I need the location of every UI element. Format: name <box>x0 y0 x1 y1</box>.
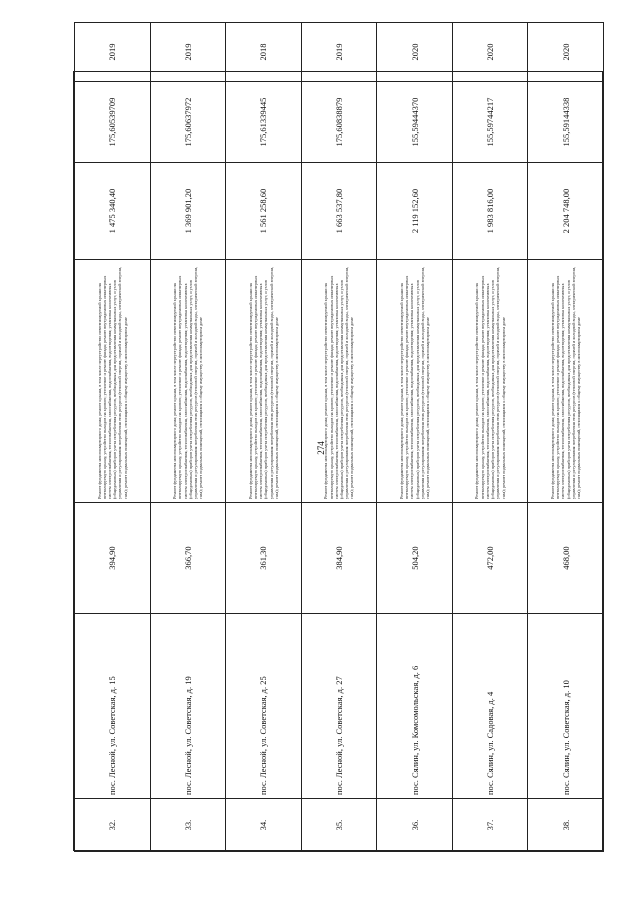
house-area: 384,90 <box>301 503 377 614</box>
table-body <box>75 23 604 852</box>
repair-year: 2019 <box>150 23 226 82</box>
repair-works: Ремонт фундамента многоквартирного дома; ремонт крыши, в том числе переустройство невентилируемой крыши на вентилируемую крышу, устройство выходов на кровлю; утепление и ремонт фасада; ремонт внутридомовых инженерных систем электроснабжения, теплоснабжения, газоснабжения, водоснабжения, водоотведения; установка коллективных (общедомовых) приборов учета потребления ресурсов, необходимых для предоставления коммунальных услуг, и узлов управления и регулирования потребления этих ресурсов (тепловой энергии, горячей и холодной воды, электрической энергии, газа); ремонт подвальных помещений, относящихся к общему имуществу в многоквартирном доме <box>377 260 453 503</box>
house-address: пос. Сялин, ул. Советская, д. 10 <box>528 614 604 799</box>
repair-cost: 2 119 152,60 <box>377 163 453 260</box>
house-area: 361,30 <box>226 503 302 614</box>
repair-year: 2020 <box>377 23 453 82</box>
house-area: 504,20 <box>377 503 453 614</box>
repair-cost: 1 561 258,60 <box>226 163 302 260</box>
table-row <box>150 23 226 852</box>
house-address: пос. Сялин, ул. Садовая, д. 4 <box>452 614 528 799</box>
repair-year: 2019 <box>75 23 151 82</box>
repair-works: Ремонт фундамента многоквартирного дома; ремонт крыши, в том числе переустройство невентилируемой крыши на вентилируемую крышу, устройство выходов на кровлю; утепление и ремонт фасада; ремонт внутридомовых инженерных систем электроснабжения, теплоснабжения, газоснабжения, водоснабжения, водоотведения; установка коллективных (общедомовых) приборов учета потребления ресурсов, необходимых для предоставления коммунальных услуг, и узлов управления и регулирования потребления этих ресурсов (тепловой энергии, горячей и холодной воды, электрической энергии, газа); ремонт подвальных помещений, относящихся к общему имуществу в многоквартирном доме <box>150 260 226 503</box>
page-number: 274 <box>316 441 326 455</box>
row-number: 36. <box>377 799 453 852</box>
repair-cost: 1 663 537,80 <box>301 163 377 260</box>
table-row <box>452 23 528 852</box>
cost-per-unit: 155,59444370 <box>377 82 453 163</box>
row-number: 34. <box>226 799 302 852</box>
repair-year: 2020 <box>528 23 604 82</box>
table-row <box>226 23 302 852</box>
table-row <box>301 23 377 852</box>
table-row <box>75 23 151 852</box>
house-address: пос. Лесной, ул. Советская, д. 19 <box>150 614 226 799</box>
house-address: пос. Сялин, ул. Комсомольская, д. 6 <box>377 614 453 799</box>
table-row <box>377 23 453 852</box>
house-area: 394,90 <box>75 503 151 614</box>
repair-cost: 1 475 340,40 <box>75 163 151 260</box>
repair-works: Ремонт фундамента многоквартирного дома; ремонт крыши, в том числе переустройство невентилируемой крыши на вентилируемую крышу, устройство выходов на кровлю; утепление и ремонт фасада; ремонт внутридомовых инженерных систем электроснабжения, теплоснабжения, газоснабжения, водоснабжения, водоотведения; установка коллективных (общедомовых) приборов учета потребления ресурсов, необходимых для предоставления коммунальных услуг, и узлов управления и регулирования потребления этих ресурсов (тепловой энергии, горячей и холодной воды, электрической энергии, газа); ремонт подвальных помещений, относящихся к общему имуществу в многоквартирном доме <box>75 260 151 503</box>
repair-cost: 1 983 816,00 <box>452 163 528 260</box>
cost-per-unit: 155,59744217 <box>452 82 528 163</box>
cost-per-unit: 175,60539709 <box>75 82 151 163</box>
row-number: 33. <box>150 799 226 852</box>
house-area: 468,00 <box>528 503 604 614</box>
repair-works: Ремонт фундамента многоквартирного дома; ремонт крыши, в том числе переустройство невентилируемой крыши на вентилируемую крышу, устройство выходов на кровлю; утепление и ремонт фасада; ремонт внутридомовых инженерных систем электроснабжения, теплоснабжения, газоснабжения, водоснабжения, водоотведения; установка коллективных (общедомовых) приборов учета потребления ресурсов, необходимых для предоставления коммунальных услуг, и узлов управления и регулирования потребления этих ресурсов (тепловой энергии, горячей и холодной воды, электрической энергии, газа); ремонт подвальных помещений, относящихся к общему имуществу в многоквартирном доме <box>452 260 528 503</box>
row-number: 32. <box>75 799 151 852</box>
repair-year: 2020 <box>452 23 528 82</box>
repair-year: 2019 <box>301 23 377 82</box>
house-address: пос. Лесной, ул. Советская, д. 25 <box>226 614 302 799</box>
repair-works: Ремонт фундамента многоквартирного дома; ремонт крыши, в том числе переустройство невентилируемой крыши на вентилируемую крышу, устройство выходов на кровлю; утепление и ремонт фасада; ремонт внутридомовых инженерных систем электроснабжения, теплоснабжения, газоснабжения, водоснабжения, водоотведения; установка коллективных (общедомовых) приборов учета потребления ресурсов, необходимых для предоставления коммунальных услуг, и узлов управления и регулирования потребления этих ресурсов (тепловой энергии, горячей и холодной воды, электрической энергии, газа); ремонт подвальных помещений, относящихся к общему имуществу в многоквартирном доме <box>226 260 302 503</box>
house-address: пос. Лесной, ул. Советская, д. 27 <box>301 614 377 799</box>
cost-per-unit: 175,60838879 <box>301 82 377 163</box>
table-row <box>528 23 604 852</box>
repair-cost: 1 369 901,20 <box>150 163 226 260</box>
row-number: 38. <box>528 799 604 852</box>
cost-per-unit: 155,59144338 <box>528 82 604 163</box>
row-number: 37. <box>452 799 528 852</box>
house-area: 472,00 <box>452 503 528 614</box>
cost-per-unit: 175,60637972 <box>150 82 226 163</box>
house-area: 366,70 <box>150 503 226 614</box>
cost-per-unit: 175,61339445 <box>226 82 302 163</box>
house-address: пос. Лесной, ул. Советская, д. 15 <box>75 614 151 799</box>
repair-works: Ремонт фундамента многоквартирного дома; ремонт крыши, в том числе переустройство невентилируемой крыши на вентилируемую крышу, устройство выходов на кровлю; утепление и ремонт фасада; ремонт внутридомовых инженерных систем электроснабжения, теплоснабжения, газоснабжения, водоснабжения, водоотведения; установка коллективных (общедомовых) приборов учета потребления ресурсов, необходимых для предоставления коммунальных услуг, и узлов управления и регулирования потребления этих ресурсов (тепловой энергии, горячей и холодной воды, электрической энергии, газа); ремонт подвальных помещений, относящихся к общему имуществу в многоквартирном доме <box>528 260 604 503</box>
capital-repair-table <box>73 43 603 851</box>
repair-works: Ремонт фундамента многоквартирного дома; ремонт крыши, в том числе переустройство невентилируемой крыши на вентилируемую крышу, устройство выходов на кровлю; утепление и ремонт фасада; ремонт внутридомовых инженерных систем электроснабжения, теплоснабжения, газоснабжения, водоснабжения, водоотведения; установка коллективных (общедомовых) приборов учета потребления ресурсов, необходимых для предоставления коммунальных услуг, и узлов управления и регулирования потребления этих ресурсов (тепловой энергии, горячей и холодной воды, электрической энергии, газа); ремонт подвальных помещений, относящихся к общему имуществу в многоквартирном доме <box>301 260 377 503</box>
row-number: 35. <box>301 799 377 852</box>
repair-cost: 2 204 748,00 <box>528 163 604 260</box>
repair-year: 2018 <box>226 23 302 82</box>
